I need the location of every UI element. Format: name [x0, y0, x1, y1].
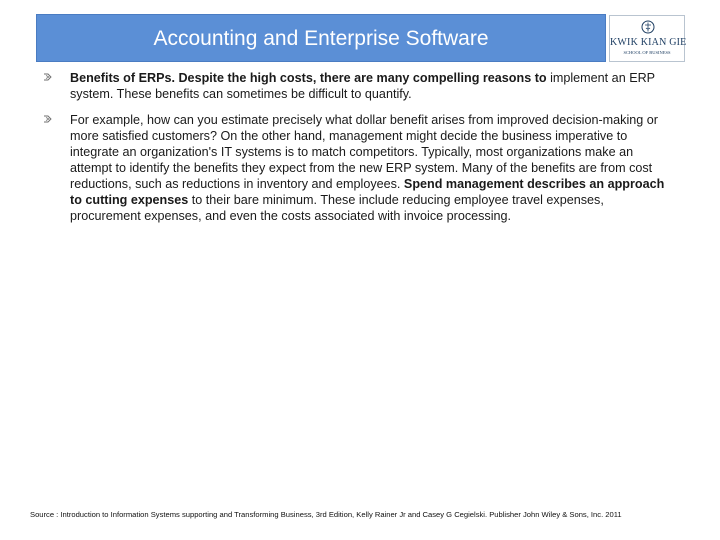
- bullet-text: implement an ERP system. These benefits can sometimes be difficult to quantify.: [70, 71, 655, 101]
- bullet-item-example: [36, 112, 676, 224]
- bullet-icon: [43, 114, 53, 124]
- slide-title: Accounting and Enterprise Software: [153, 27, 489, 50]
- source-citation: Source : Introduction to Information Systems supporting and Transforming Business, 3rd Edition, Kelly Rainer Jr and Casey G Cegielski. Publisher John Wiley & Sons, Inc. 2011: [30, 510, 622, 519]
- title-bar: [36, 14, 606, 62]
- bullet-item-benefits: [36, 70, 676, 102]
- bullet-bold-text: Spend management describes an approach to cutting expenses: [70, 177, 665, 207]
- logo-subtitle: SCHOOL OF BUSINESS: [623, 50, 671, 55]
- bullet-text-after: to their bare minimum. These include reducing employee travel expenses, procurement expenses, and even the costs associated with invoice processing.: [70, 193, 604, 223]
- bullet-bold-text: Benefits of ERPs. Despite the high costs, there are many compelling reasons to: [70, 71, 547, 85]
- bullet-icon: [43, 72, 53, 82]
- bullet-list: [36, 70, 676, 234]
- bullet-text-before: For example, how can you estimate precisely what dollar benefit arises from improved decision-making or more satisfied customers? On the other hand, management might decide the business imperative to integrate an organization's IT systems is to match competitors. Typically, most organizations make an attempt to identify the benefits they expect from the new ERP system. Many of the benefits are from cost reductions, such as reductions in inventory and employees.: [70, 113, 658, 191]
- logo-name: KWIK KIAN GIE: [610, 37, 687, 48]
- emblem-icon: [641, 20, 655, 34]
- school-logo: [609, 15, 685, 62]
